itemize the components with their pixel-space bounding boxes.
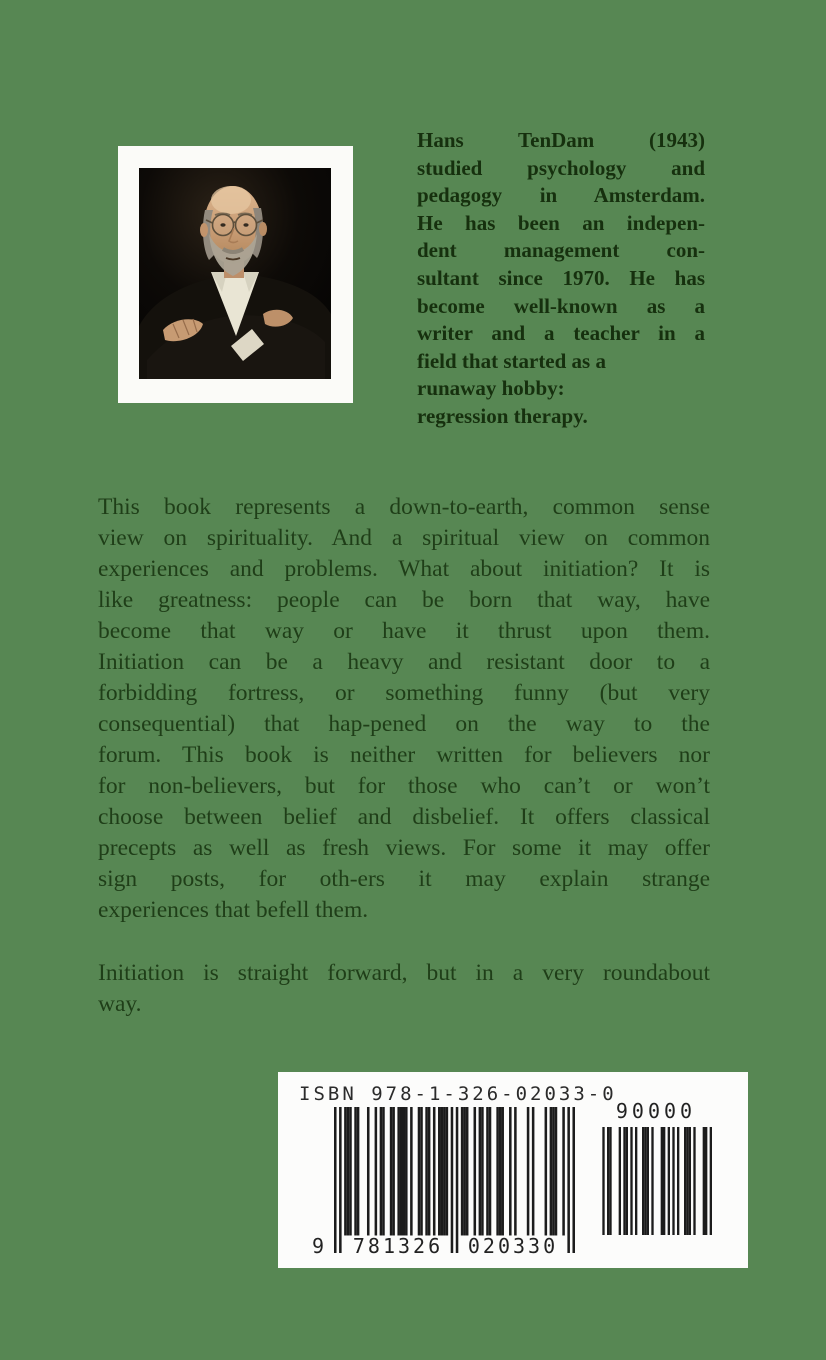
author-photo-frame (118, 146, 353, 403)
text-line: like greatness: people can be born that way, have (98, 587, 710, 613)
book-description (98, 492, 710, 926)
isbn-barcode-panel (278, 1072, 748, 1268)
ean13-digits (278, 1234, 748, 1258)
isbn-number: ISBN 978-1-326-02033-0 (299, 1083, 617, 1105)
text-line: field that started as a (417, 348, 606, 373)
text-line: Initiation can be a heavy and resistant door to a (98, 649, 710, 675)
author-photo (139, 168, 331, 379)
text-line: He has been an indepen- (417, 210, 705, 235)
ean13-right-group: 020330 (467, 1234, 559, 1258)
text-line: precepts as well as fresh views. For some it may offer (98, 835, 710, 861)
text-line: consequential) that hap-pened on the way to the (98, 711, 710, 737)
closing-justified-lines (98, 958, 710, 989)
description-justified-lines (98, 492, 710, 895)
ean13-left-group: 781326 (352, 1234, 444, 1258)
text-line: pedagogy in Amsterdam. (417, 183, 705, 208)
author-bio-left-lines (417, 348, 705, 431)
ean5-addon-number: 90000 (615, 1099, 697, 1123)
ean5-addon-barcode-icon (600, 1127, 712, 1235)
text-line: for non-believers, but for those who can’t or won’t (98, 773, 710, 799)
author-bio (417, 127, 705, 431)
text-line: become that way or have it thrust upon them. (98, 618, 710, 644)
bald-crown (211, 186, 251, 214)
ear-right (259, 222, 267, 236)
ear-left (200, 223, 208, 237)
text-line: writer and a teacher in a (417, 321, 705, 346)
text-line: forbidding fortress, or something funny (but very (98, 680, 710, 706)
ean13-barcode-icon (334, 1107, 575, 1253)
text-line: This book represents a down-to-earth, common sense (98, 494, 710, 520)
text-line: Hans TenDam (1943) (417, 128, 705, 152)
text-line: studied psychology and (417, 155, 705, 180)
text-line: experiences and problems. What about initiation? It is (98, 556, 710, 582)
text-line: runaway hobby: (417, 376, 565, 401)
author-bio-justified-lines (417, 127, 705, 348)
text-line: become well-known as a (417, 293, 705, 318)
text-line: Initiation is straight forward, but in a very roundabout (98, 960, 710, 986)
closing-note (98, 958, 710, 1020)
closing-last-line: way. (98, 991, 142, 1017)
ean13-first-digit: 9 (312, 1234, 325, 1258)
text-line: choose between belief and disbelief. It offers classical (98, 804, 710, 830)
text-line: view on spirituality. And a spiritual view on common (98, 525, 710, 551)
text-line: dent management con- (417, 238, 705, 263)
text-line: forum. This book is neither written for believers nor (98, 742, 710, 768)
description-last-line: experiences that befell them. (98, 897, 369, 923)
text-line: regression therapy. (417, 403, 588, 428)
text-line: sultant since 1970. He has (417, 265, 705, 290)
text-line: sign posts, for oth-ers it may explain strange (98, 866, 710, 892)
